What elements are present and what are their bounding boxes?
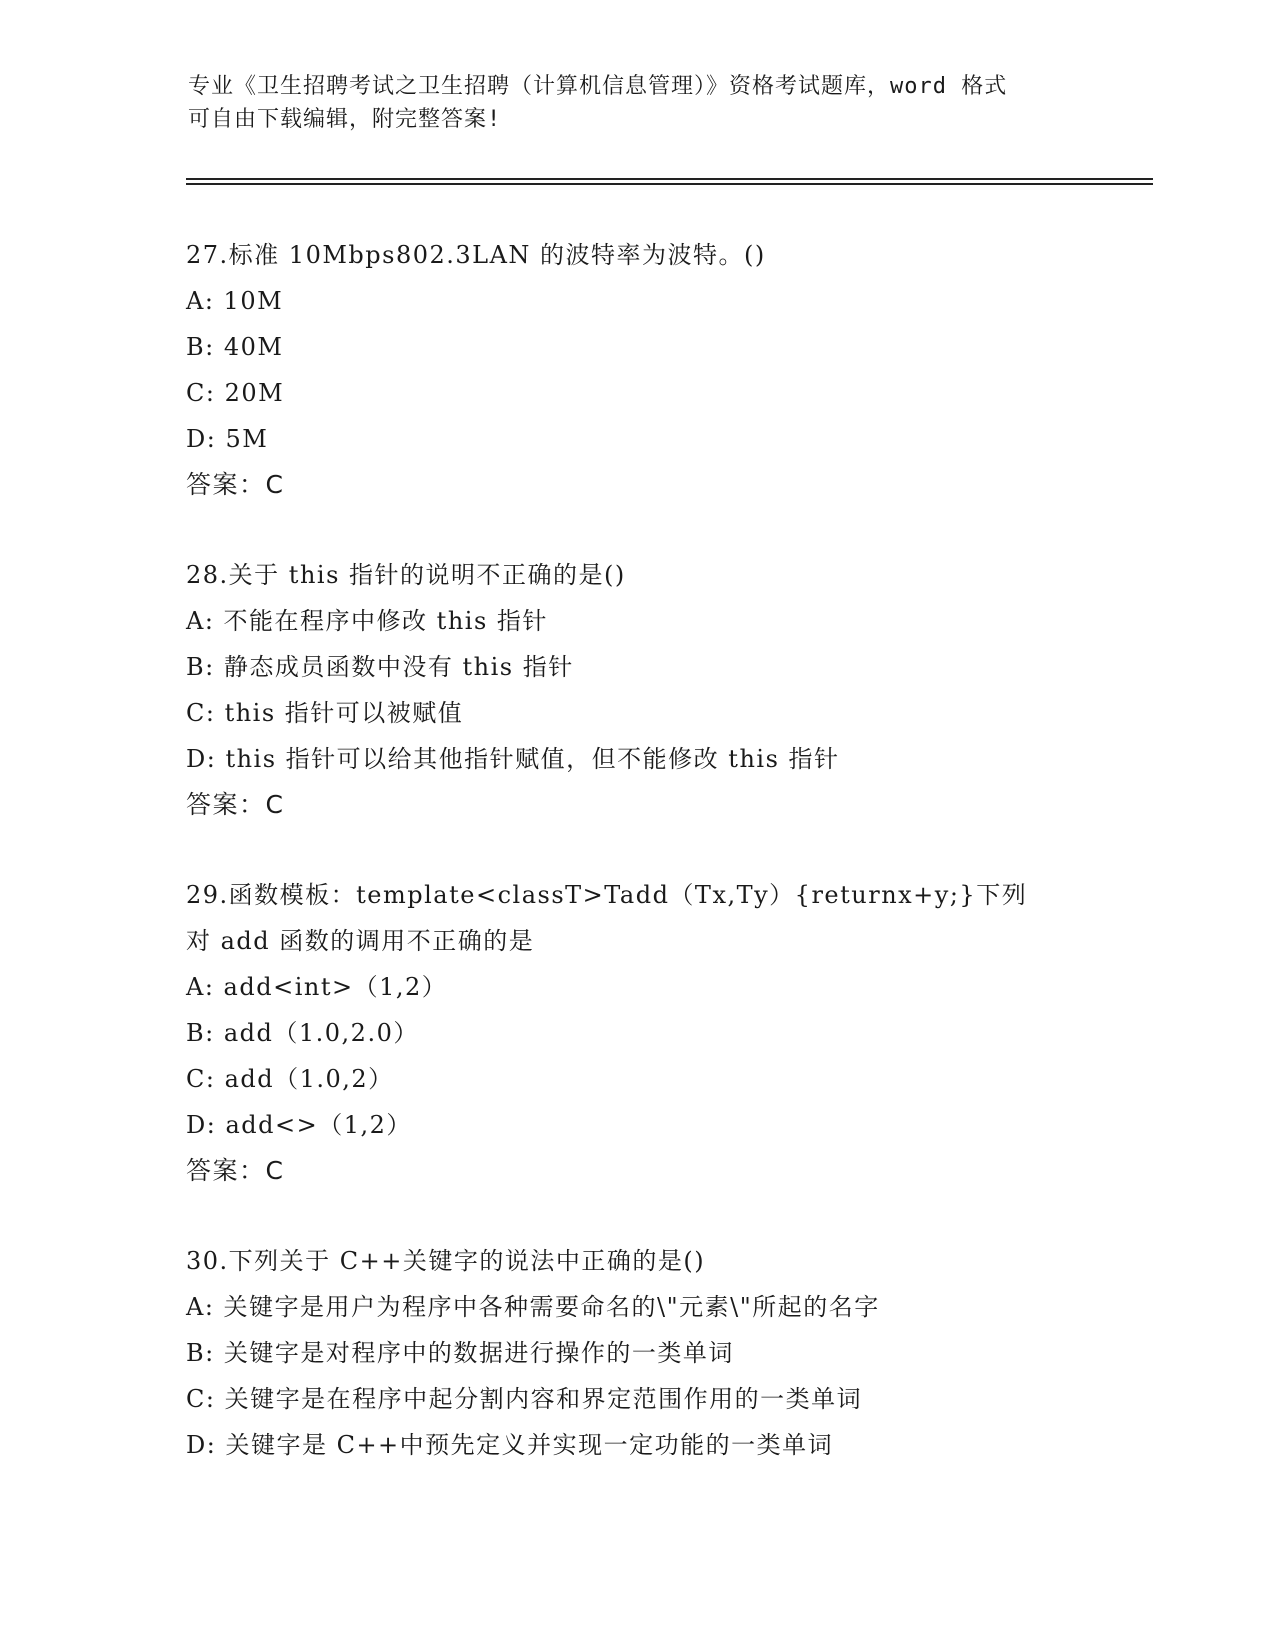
option-c: C: 20M: [186, 379, 285, 407]
question-list: [186, 232, 1146, 1512]
option-d: D: add<>（1,2）: [186, 1111, 412, 1139]
option-c: C: 关键字是在程序中起分割内容和界定范围作用的一类单词: [186, 1385, 863, 1413]
question-stem: 30.下列关于 C++关键字的说法中正确的是(): [186, 1247, 706, 1275]
header-divider-top: [186, 178, 1153, 180]
option-d: D: 关键字是 C++中预先定义并实现一定功能的一类单词: [186, 1431, 834, 1459]
option-b: B: 关键字是对程序中的数据进行操作的一类单词: [186, 1339, 734, 1367]
option-c: C: add（1.0,2）: [186, 1065, 394, 1093]
option-d: D: this 指针可以给其他指针赋值，但不能修改 this 指针: [186, 745, 840, 773]
option-b: B: 40M: [186, 333, 284, 361]
option-c: C: this 指针可以被赋值: [186, 699, 464, 727]
option-b: B: add（1.0,2.0）: [186, 1019, 419, 1047]
question-27: [186, 232, 1146, 508]
question-28: [186, 552, 1146, 828]
option-a: A: 不能在程序中修改 this 指针: [186, 607, 548, 635]
document-header: [188, 70, 1088, 136]
question-stem: 29.函数模板：template<classT>Tadd（Tx,Ty）{returnx+y;}下列: [186, 881, 1028, 909]
question-stem: 28.关于 this 指针的说明不正确的是(): [186, 561, 626, 589]
option-a: A: 关键字是用户为程序中各种需要命名的\"元素\"所起的名字: [186, 1293, 880, 1321]
option-d: D: 5M: [186, 425, 269, 453]
answer-label: 答案：C: [186, 1156, 285, 1185]
question-stem-continued: 对 add 函数的调用不正确的是: [186, 927, 535, 955]
option-a: A: 10M: [186, 287, 284, 315]
question-29: [186, 872, 1146, 1194]
header-line-1: 专业《卫生招聘考试之卫生招聘（计算机信息管理）》资格考试题库，word 格式: [188, 74, 1008, 99]
header-line-2: 可自由下载编辑，附完整答案!: [188, 107, 502, 132]
question-30: [186, 1238, 1146, 1468]
answer-label: 答案：C: [186, 470, 285, 499]
option-a: A: add<int>（1,2）: [186, 973, 448, 1001]
answer-label: 答案：C: [186, 790, 285, 819]
question-stem: 27.标准 10Mbps802.3LAN 的波特率为波特。(): [186, 241, 766, 269]
header-divider-bottom: [186, 183, 1153, 185]
option-b: B: 静态成员函数中没有 this 指针: [186, 653, 574, 681]
